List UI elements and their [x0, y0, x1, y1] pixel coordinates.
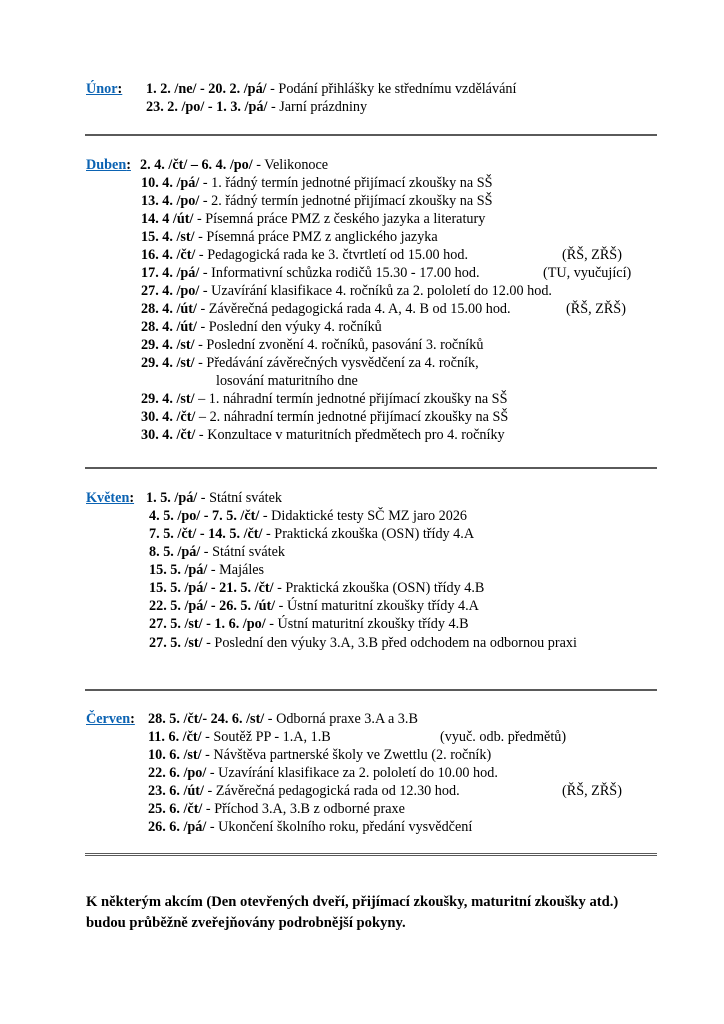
event-text: - 2. řádný termín jednotné přijímací zkoušky na SŠ: [199, 193, 493, 209]
event-text: – 2. náhradní termín jednotné přijímací zkoušky na SŠ: [195, 409, 509, 425]
event-date: 28. 4. /út/: [141, 301, 197, 317]
event-text: - Ústní maturitní zkoušky třídy 4.B: [265, 616, 469, 632]
event-date: 27. 5. /st/: [149, 635, 203, 651]
event-line-continued: [216, 372, 358, 390]
responsible-note: (vyuč. odb. předmětů): [440, 729, 567, 745]
event-line: [141, 210, 485, 228]
event-text: - Závěrečná pedagogická rada 4. A, 4. B od 15.00 hod.: [196, 301, 511, 317]
month-label: Duben: [86, 157, 127, 173]
event-text: - Státní svátek: [197, 490, 282, 506]
event-text: - Odborná praxe 3.A a 3.B: [264, 711, 418, 727]
event-line: [141, 300, 511, 318]
section-divider: [85, 689, 657, 691]
event-line: [148, 782, 460, 800]
event-line: [149, 597, 479, 615]
event-text: - Poslední den výuky 3.A, 3.B před odchodem na odbornou praxi: [202, 635, 577, 651]
month-label: Únor: [86, 81, 118, 97]
event-line: [149, 561, 264, 579]
event-date: 1. 2. /ne/ - 20. 2. /pá/: [146, 81, 267, 97]
event-line: [141, 246, 468, 264]
event-date: 25. 6. /čt/: [148, 801, 203, 817]
event-date: 27. 4. /po/: [141, 283, 200, 299]
event-line: [141, 228, 438, 246]
event-text: - 1. řádný termín jednotné přijímací zkoušky na SŠ: [199, 175, 493, 191]
event-text: - Písemná práce PMZ z českého jazyka a literatury: [193, 211, 486, 227]
event-text: - Pedagogická rada ke 3. čtvrtletí od 15.00 hod.: [195, 247, 469, 263]
event-date: 4. 5. /po/ - 7. 5. /čt/: [149, 508, 260, 524]
event-text: - Konzultace v maturitních předmětech pro 4. ročníky: [195, 427, 505, 443]
event-date: 2. 4. /čt/ – 6. 4. /po/: [140, 157, 253, 173]
event-text: - Soutěž PP - 1.A, 1.B: [201, 729, 331, 745]
event-text: - Majáles: [207, 562, 265, 578]
event-text: - Uzavírání klasifikace za 2. pololetí do 10.00 hod.: [206, 765, 498, 781]
event-date: 15. 5. /pá/ - 21. 5. /čt/: [149, 580, 274, 596]
event-text: losování maturitního dne: [216, 373, 358, 389]
responsible-note: (ŘŠ, ZŘŠ): [562, 783, 622, 799]
event-line: [141, 282, 552, 300]
event-date: 8. 5. /pá/: [149, 544, 201, 560]
event-text: - Informativní schůzka rodičů 15.30 - 17.00 hod.: [199, 265, 480, 281]
event-date: 16. 4. /čt/: [141, 247, 196, 263]
section-divider-double: [85, 853, 657, 859]
event-text: - Závěrečná pedagogická rada od 12.30 hod.: [203, 783, 460, 799]
event-date: 23. 6. /út/: [148, 783, 204, 799]
event-date: 14. 4 /út/: [141, 211, 194, 227]
event-date: 7. 5. /čt/ - 14. 5. /čt/: [149, 526, 263, 542]
month-heading-duben: Duben:: [86, 157, 131, 173]
event-text: - Ústní maturitní zkoušky třídy 4.A: [275, 598, 479, 614]
event-text: - Návštěva partnerské školy ve Zwettlu (2. ročník): [201, 747, 492, 763]
event-line: [141, 408, 508, 426]
event-line: [148, 728, 331, 746]
event-date: 30. 4. /čt/: [141, 427, 196, 443]
month-label: Červen: [86, 711, 131, 727]
event-text: - Jarní prázdniny: [267, 99, 368, 115]
event-line: [149, 579, 484, 597]
event-text: - Uzavírání klasifikace 4. ročníků za 2. pololetí do 12.00 hod.: [199, 283, 552, 299]
event-text: - Ukončení školního roku, předání vysvědčení: [206, 819, 473, 835]
event-date: 15. 4. /st/: [141, 229, 195, 245]
event-line: [149, 507, 467, 525]
event-line: [148, 746, 491, 764]
section-divider: [85, 467, 657, 469]
event-line: [141, 264, 480, 282]
responsible-note: (ŘŠ, ZŘŠ): [566, 301, 626, 317]
event-line: [141, 192, 493, 210]
footer-note: K některým akcím (Den otevřených dveří, přijímací zkoušky, maturitní zkoušky atd.) budou průběžně zveřejňovány podrobnější pokyny.: [86, 894, 619, 931]
event-text: - Státní svátek: [200, 544, 285, 560]
event-date: 27. 5. /st/ - 1. 6. /po/: [149, 616, 266, 632]
event-text: - Didaktické testy SČ MZ jaro 2026: [259, 508, 468, 524]
event-date: 29. 4. /st/: [141, 337, 195, 353]
responsible-note: (TU, vyučující): [543, 265, 632, 281]
event-date: 10. 6. /st/: [148, 747, 202, 763]
event-line: [149, 525, 474, 543]
event-date: 15. 5. /pá/: [149, 562, 208, 578]
responsible-note: (ŘŠ, ZŘŠ): [562, 247, 622, 263]
month-heading-unor: Únor:: [86, 81, 123, 97]
event-line: [148, 818, 472, 836]
event-line: [146, 80, 516, 98]
event-line: [140, 156, 328, 174]
event-line: [146, 489, 282, 507]
event-date: 29. 4. /st/: [141, 391, 195, 407]
month-heading-cerven: Červen:: [86, 711, 135, 727]
event-text: - Písemná práce PMZ z anglického jazyka: [194, 229, 438, 245]
event-line: [141, 390, 507, 408]
event-line: [149, 634, 577, 652]
month-heading-kveten: Květen:: [86, 490, 135, 506]
section-divider: [85, 134, 657, 136]
event-line: [141, 336, 483, 354]
event-text: - Poslední zvonění 4. ročníků, pasování 3. ročníků: [194, 337, 484, 353]
event-date: 13. 4. /po/: [141, 193, 200, 209]
event-date: 23. 2. /po/ - 1. 3. /pá/: [146, 99, 268, 115]
event-line: [148, 764, 498, 782]
event-line: [149, 615, 469, 633]
event-date: 29. 4. /st/: [141, 355, 195, 371]
event-date: 10. 4. /pá/: [141, 175, 200, 191]
event-date: 17. 4. /pá/: [141, 265, 200, 281]
event-line: [148, 710, 418, 728]
event-line: [141, 318, 382, 336]
event-line: [148, 800, 405, 818]
month-label: Květen: [86, 490, 130, 506]
event-line: [141, 426, 505, 444]
event-line: [141, 174, 493, 192]
event-text: – 1. náhradní termín jednotné přijímací zkoušky na SŠ: [194, 391, 508, 407]
event-date: 26. 6. /pá/: [148, 819, 207, 835]
event-date: 28. 5. /čt/- 24. 6. /st/: [148, 711, 265, 727]
event-date: 28. 4. /út/: [141, 319, 197, 335]
event-line: [146, 98, 367, 116]
event-text: - Podání přihlášky ke střednímu vzdělávání: [266, 81, 517, 97]
event-date: 1. 5. /pá/: [146, 490, 198, 506]
event-date: 30. 4. /čt/: [141, 409, 196, 425]
event-text: - Předávání závěrečných vysvědčení za 4. ročník,: [194, 355, 479, 371]
event-date: 11. 6. /čt/: [148, 729, 202, 745]
event-text: - Velikonoce: [252, 157, 329, 173]
event-text: - Praktická zkouška (OSN) třídy 4.A: [262, 526, 475, 542]
event-date: 22. 6. /po/: [148, 765, 207, 781]
event-text: - Praktická zkouška (OSN) třídy 4.B: [273, 580, 485, 596]
event-line: [141, 354, 479, 372]
event-text: - Poslední den výuky 4. ročníků: [196, 319, 382, 335]
event-line: [149, 543, 285, 561]
event-date: 22. 5. /pá/ - 26. 5. /út/: [149, 598, 276, 614]
event-text: - Příchod 3.A, 3.B z odborné praxe: [202, 801, 405, 817]
